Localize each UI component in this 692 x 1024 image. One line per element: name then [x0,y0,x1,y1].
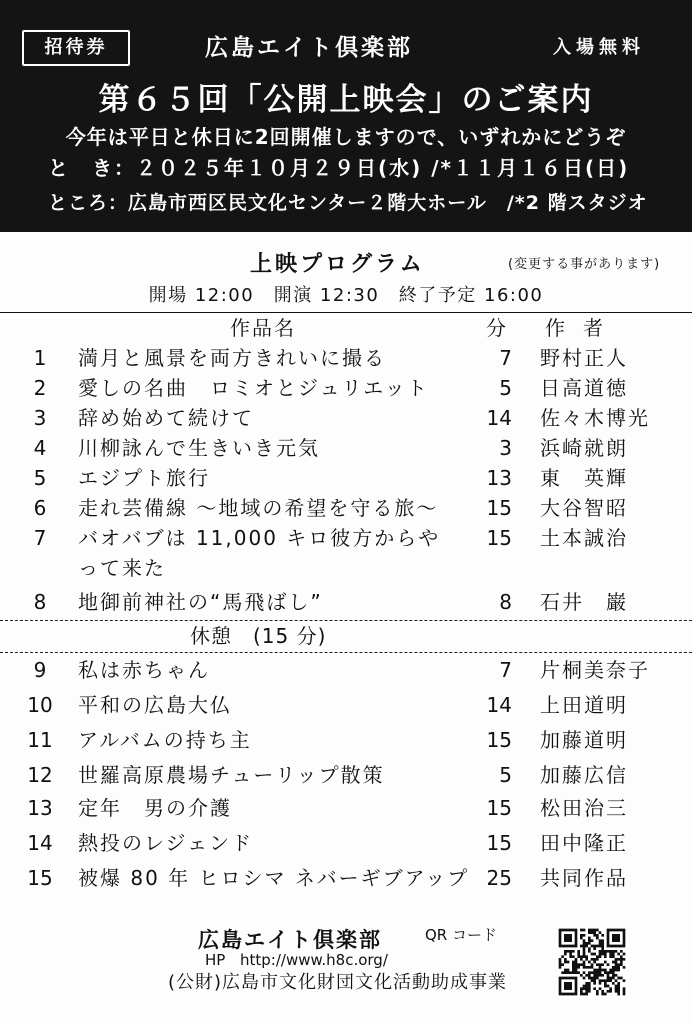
divider-dashed [0,652,692,653]
work-author: 石井 巌 [540,590,628,614]
work-title: エジプト旅行 [78,466,210,490]
work-minutes: 15 [486,796,512,820]
program-row-4 [0,433,692,463]
table-header [0,313,692,343]
program-row-10 [0,690,692,720]
program-row-12 [0,760,692,790]
divider-dashed [0,620,692,621]
schedule-times: 開場 12:00 開演 12:30 終了予定 16:00 [148,285,544,306]
work-author: 加藤道明 [540,728,628,752]
table-header-author: 作者 [545,316,621,340]
row-number: 13 [27,796,53,820]
row-number: 2 [33,376,47,400]
row-number: 15 [27,866,53,890]
program-heading: 上映プログラム [250,252,425,277]
program-row-1 [0,343,692,373]
program-row-14 [0,828,692,858]
date-line: と き：２０２５年１０月２９日(水) /*１１月１６日(日) [48,156,630,180]
program-row-7 [0,523,692,583]
work-minutes: 5 [499,763,512,787]
notice-text: 今年は平日と休日に2回開催しますので、いずれかにどうぞ [65,125,627,149]
work-title: 地御前神社の“馬飛ばし” [78,590,323,614]
work-author: 日高道徳 [540,376,628,400]
row-number: 1 [33,346,47,370]
work-title: 世羅高原農場チューリップ散策 [78,763,385,787]
work-title: バオバブは 11,000 キロ彼方からやって来た [78,526,441,580]
venue-line: ところ：広島市西区民文化センター２階大ホール /*2 階スタジオ [48,192,648,214]
work-title: 私は赤ちゃん [78,658,210,682]
table-header-title: 作品名 [230,316,296,340]
work-author: 野村正人 [540,346,628,370]
row-number: 6 [33,496,47,520]
row-number: 5 [33,466,47,490]
work-minutes: 8 [499,590,512,614]
program-row-11 [0,725,692,755]
work-author: 田中隆正 [540,831,628,855]
work-title: 満月と風景を両方きれいに撮る [78,346,386,370]
row-number: 4 [33,436,47,460]
work-title: 定年 男の介護 [78,796,232,820]
work-minutes: 7 [499,346,512,370]
work-minutes: 13 [486,466,512,490]
footer-club-name: 広島エイト倶楽部 [198,928,382,952]
work-minutes: 15 [486,831,512,855]
work-author: 片桐美奈子 [540,658,650,682]
program-row-3 [0,403,692,433]
work-author: 東 英輝 [540,466,628,490]
work-title: 辞め始めて続けて [78,406,254,430]
row-number: 7 [33,526,47,550]
change-note: (変更する事があります) [508,257,661,272]
work-author: 大谷智昭 [540,496,628,520]
row-number: 9 [33,658,47,682]
work-author: 加藤広信 [540,763,628,787]
work-author: 佐々木博光 [540,406,650,430]
program-row-15 [0,863,692,893]
program-row-8 [0,587,692,617]
work-title: アルバムの持ち主 [78,728,252,752]
intermission-label: 休憩 (15 分) [190,624,327,648]
program-row-6 [0,493,692,523]
work-minutes: 5 [499,376,512,400]
homepage-url: http://www.h8c.org/ [240,951,388,969]
qr-code-image [556,926,628,998]
ticket-label-box: 招待券 [22,30,130,66]
work-minutes: 15 [486,526,512,550]
work-minutes: 15 [486,728,512,752]
work-title: 被爆 80 年 ヒロシマ ネバーギブアップ [78,866,470,890]
admission-free-label: 入場無料 [553,37,645,58]
club-name-header: 広島エイト倶楽部 [205,35,413,61]
row-number: 3 [33,406,47,430]
work-minutes: 7 [499,658,512,682]
program-row-9 [0,655,692,685]
work-minutes: 14 [486,406,512,430]
qr-code-label: QR コード [425,926,497,944]
work-minutes: 15 [486,496,512,520]
work-minutes: 3 [499,436,512,460]
grant-note: (公財)広島市文化財団文化活動助成事業 [168,972,508,993]
work-minutes: 25 [486,866,512,890]
row-number: 12 [27,763,53,787]
table-header-minutes: 分 [486,316,506,340]
work-author: 松田治三 [540,796,628,820]
work-minutes: 14 [486,693,512,717]
work-author: 上田道明 [540,693,628,717]
work-author: 浜崎就朗 [540,436,628,460]
program-row-13 [0,793,692,823]
row-number: 14 [27,831,53,855]
program-row-5 [0,463,692,493]
row-number: 11 [27,728,53,752]
work-author: 土本誠治 [540,526,628,550]
program-row-2 [0,373,692,403]
work-title: 走れ芸備線 ～地域の希望を守る旅～ [78,496,439,520]
work-title: 川柳詠んで生きいき元気 [78,436,320,460]
row-number: 8 [33,590,47,614]
homepage-label: HP [205,951,226,969]
row-number: 10 [27,693,53,717]
work-author: 共同作品 [540,866,628,890]
work-title: 平和の広島大仏 [78,693,232,717]
header-band [0,0,692,232]
work-title: 愛しの名曲 ロミオとジュリエット [78,376,429,400]
event-title: 第６５回「公開上映会」のご案内 [98,82,594,118]
work-title: 熱投のレジェンド [78,831,254,855]
